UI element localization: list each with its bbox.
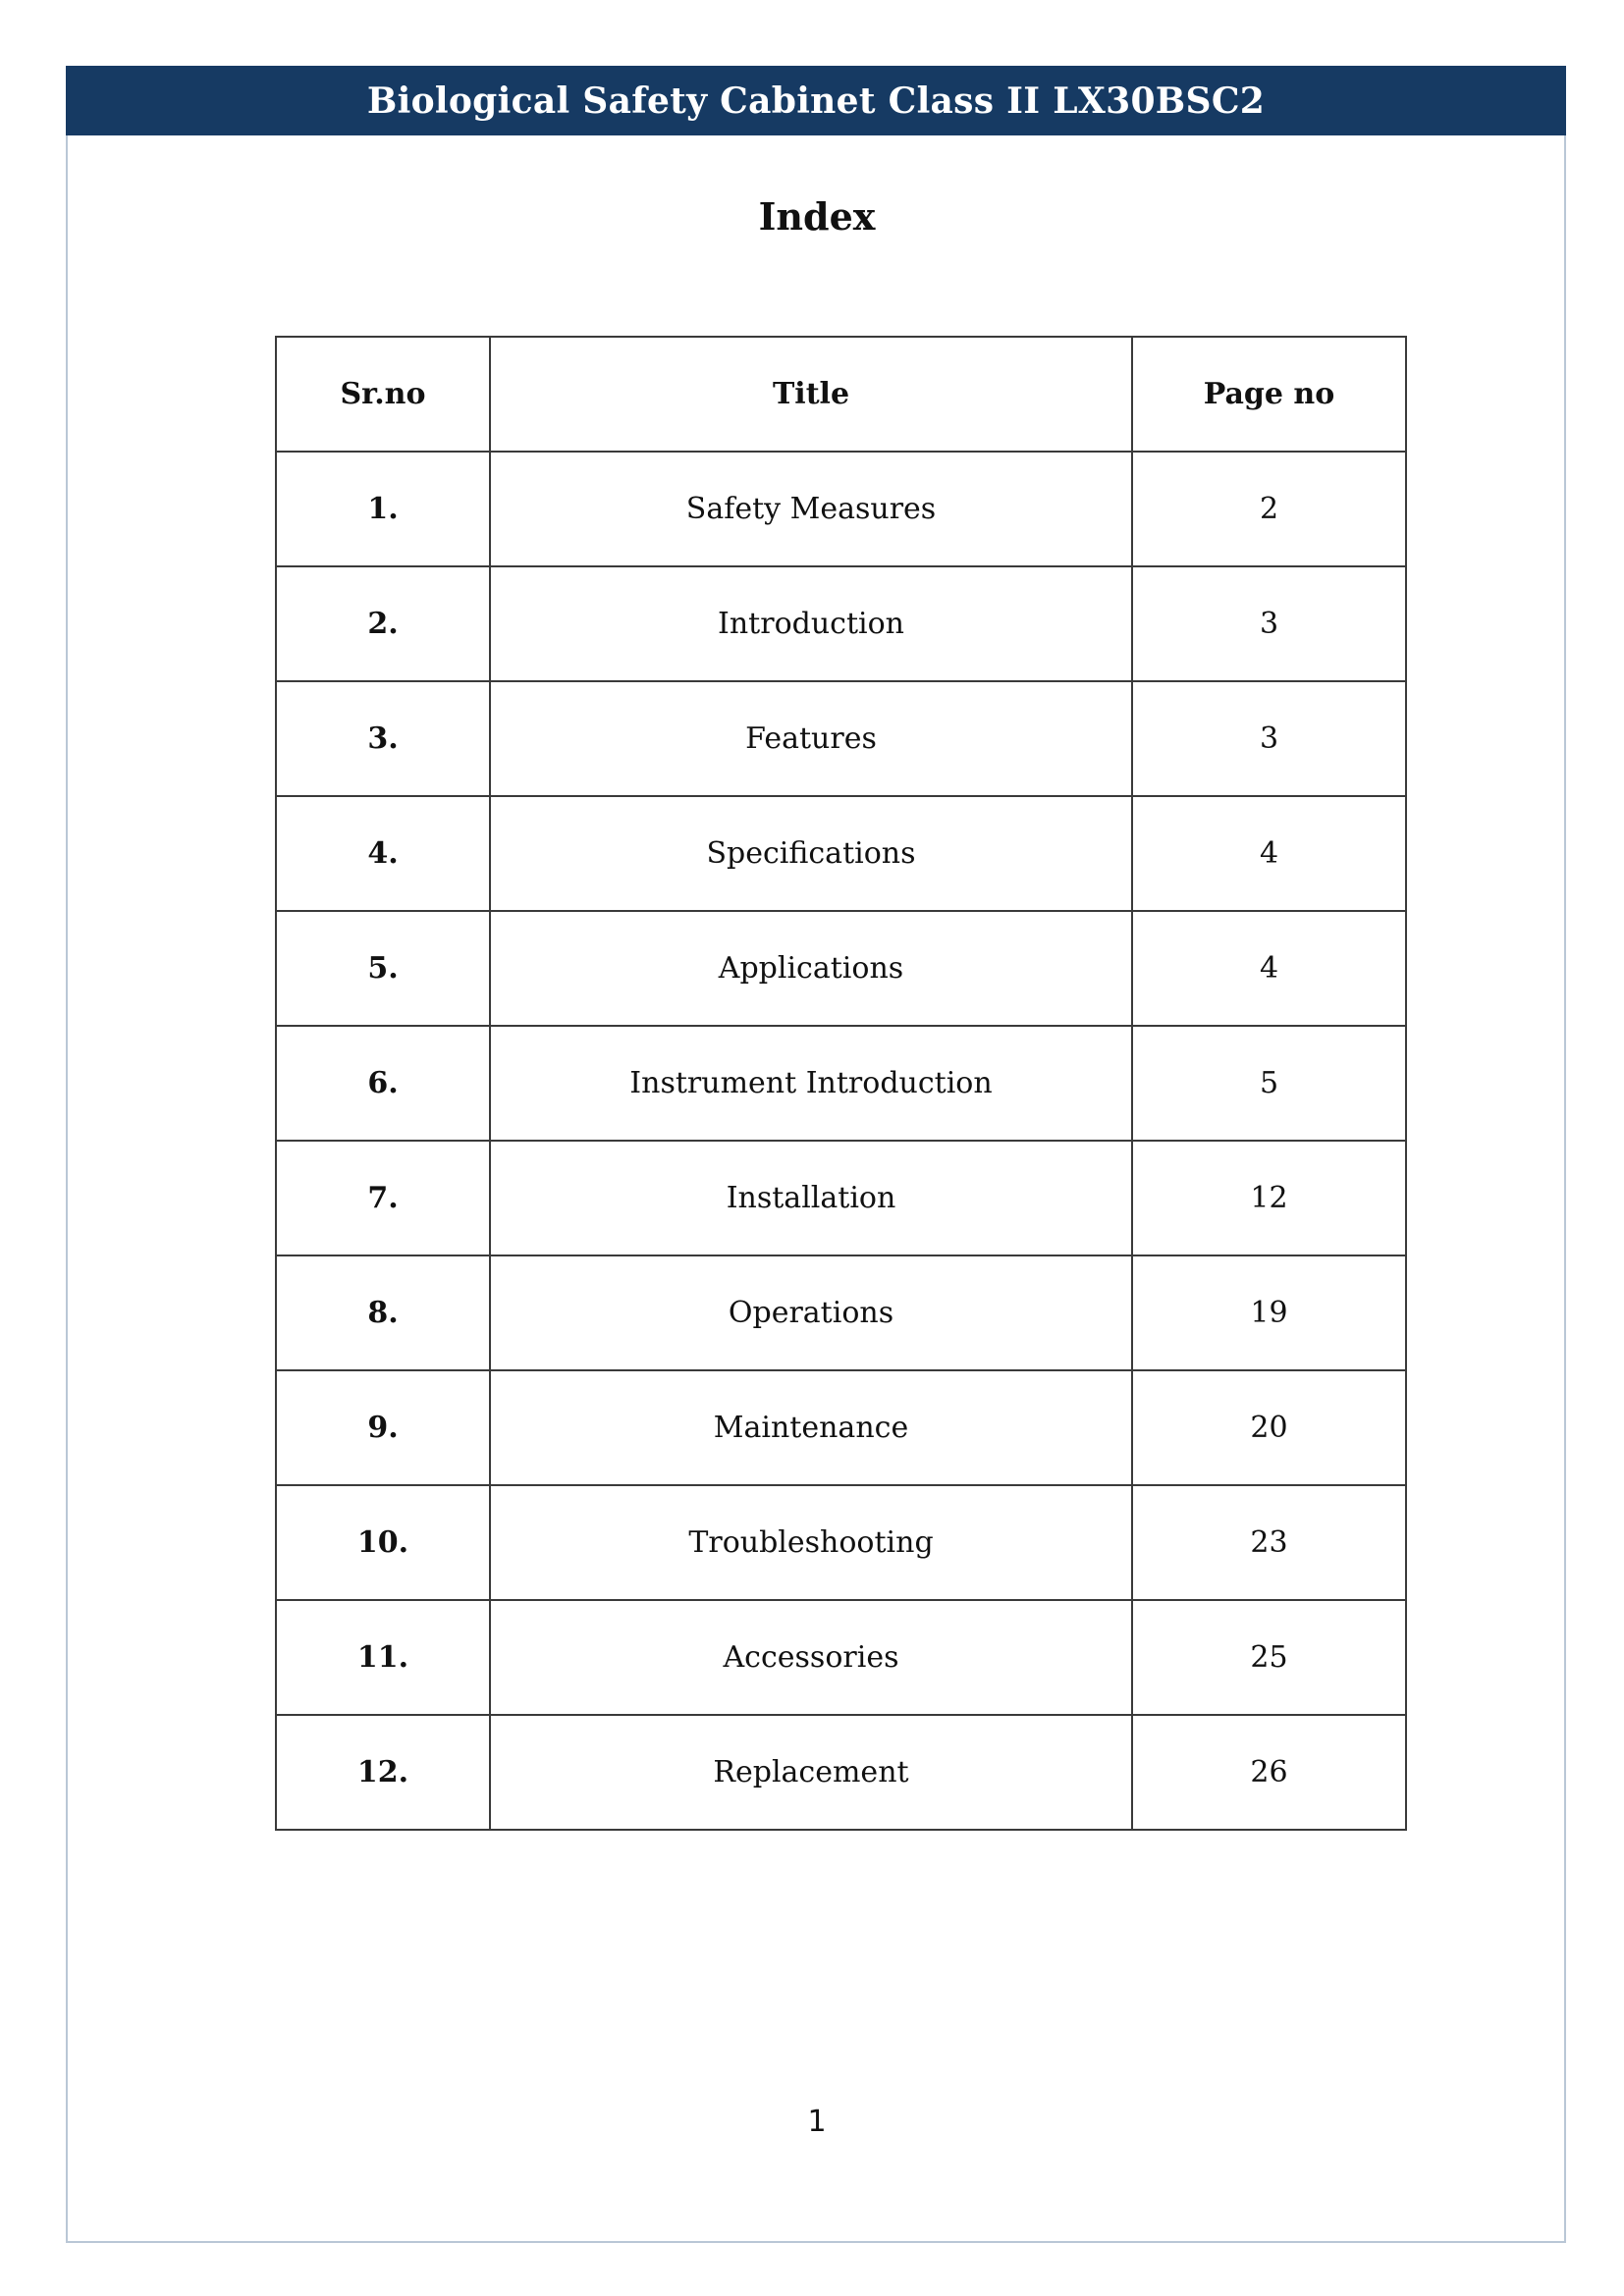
table-row bbox=[276, 1715, 1406, 1830]
sr-no-cell: 12. bbox=[276, 1715, 490, 1830]
column-header-sr-no: Sr.no bbox=[276, 337, 490, 452]
column-header-page-no: Page no bbox=[1132, 337, 1406, 452]
sr-no-cell: 5. bbox=[276, 911, 490, 1026]
table-row bbox=[276, 1255, 1406, 1370]
sr-no-cell: 1. bbox=[276, 452, 490, 566]
title-cell: Accessories bbox=[490, 1600, 1132, 1715]
table-row bbox=[276, 1600, 1406, 1715]
title-cell: Safety Measures bbox=[490, 452, 1132, 566]
page-number: 1 bbox=[807, 2105, 827, 2139]
table-row bbox=[276, 681, 1406, 796]
sr-no-cell: 2. bbox=[276, 566, 490, 681]
table-row bbox=[276, 1485, 1406, 1600]
sr-no-cell: 9. bbox=[276, 1370, 490, 1485]
title-cell: Introduction bbox=[490, 566, 1132, 681]
page-no-cell: 2 bbox=[1132, 452, 1406, 566]
table-row bbox=[276, 566, 1406, 681]
index-table bbox=[275, 336, 1407, 1831]
page-no-cell: 26 bbox=[1132, 1715, 1406, 1830]
table-row bbox=[276, 452, 1406, 566]
page-no-cell: 5 bbox=[1132, 1026, 1406, 1141]
sr-no-cell: 11. bbox=[276, 1600, 490, 1715]
column-header-title: Title bbox=[490, 337, 1132, 452]
table-row bbox=[276, 911, 1406, 1026]
title-cell: Instrument Introduction bbox=[490, 1026, 1132, 1141]
table-row bbox=[276, 1370, 1406, 1485]
title-cell: Features bbox=[490, 681, 1132, 796]
sr-no-cell: 6. bbox=[276, 1026, 490, 1141]
page-no-cell: 4 bbox=[1132, 911, 1406, 1026]
title-cell: Specifications bbox=[490, 796, 1132, 911]
title-cell: Operations bbox=[490, 1255, 1132, 1370]
sr-no-cell: 4. bbox=[276, 796, 490, 911]
table-header-row bbox=[276, 337, 1406, 452]
page-no-cell: 3 bbox=[1132, 566, 1406, 681]
sr-no-cell: 8. bbox=[276, 1255, 490, 1370]
document-title: Biological Safety Cabinet Class II LX30BSC2 bbox=[366, 80, 1266, 122]
page-no-cell: 3 bbox=[1132, 681, 1406, 796]
page-no-cell: 25 bbox=[1132, 1600, 1406, 1715]
page-no-cell: 20 bbox=[1132, 1370, 1406, 1485]
title-cell: Maintenance bbox=[490, 1370, 1132, 1485]
sr-no-cell: 7. bbox=[276, 1141, 490, 1255]
sr-no-cell: 3. bbox=[276, 681, 490, 796]
table-row bbox=[276, 1026, 1406, 1141]
title-cell: Installation bbox=[490, 1141, 1132, 1255]
page-no-cell: 23 bbox=[1132, 1485, 1406, 1600]
page-no-cell: 12 bbox=[1132, 1141, 1406, 1255]
table-row bbox=[276, 1141, 1406, 1255]
title-cell: Replacement bbox=[490, 1715, 1132, 1830]
page-no-cell: 4 bbox=[1132, 796, 1406, 911]
title-cell: Troubleshooting bbox=[490, 1485, 1132, 1600]
index-heading: Index bbox=[758, 194, 876, 239]
header-banner bbox=[66, 66, 1566, 135]
title-cell: Applications bbox=[490, 911, 1132, 1026]
page-no-cell: 19 bbox=[1132, 1255, 1406, 1370]
table-row bbox=[276, 796, 1406, 911]
sr-no-cell: 10. bbox=[276, 1485, 490, 1600]
